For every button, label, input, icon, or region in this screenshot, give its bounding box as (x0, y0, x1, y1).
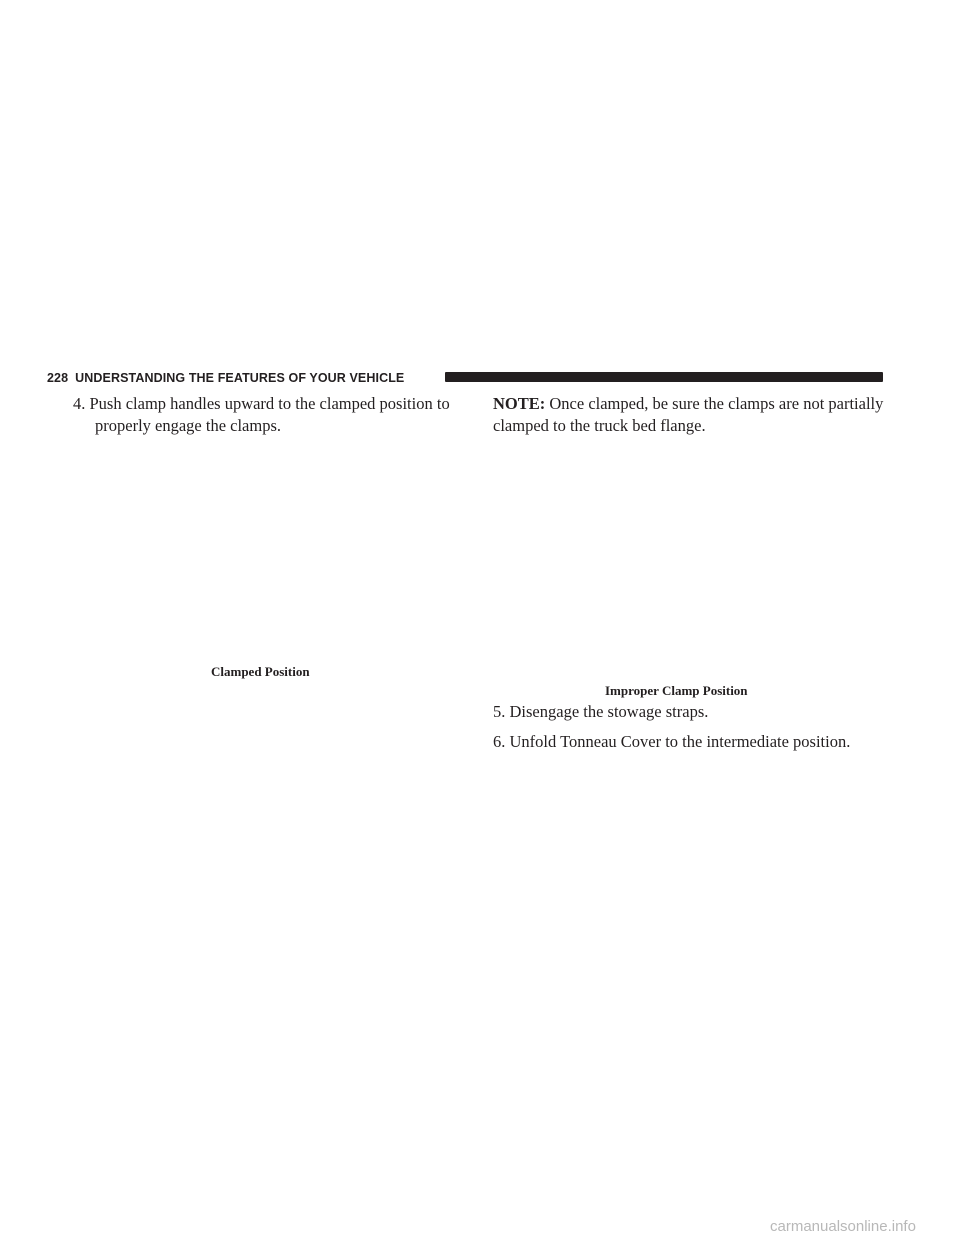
page-number: 228 (47, 371, 69, 385)
step-6: 6. Unfold Tonneau Cover to the intermediate position. (493, 732, 851, 751)
note-paragraph (493, 393, 885, 437)
note-label: NOTE: (493, 394, 546, 413)
step-5: 5. Disengage the stowage straps. (493, 702, 709, 721)
header-text (47, 370, 404, 386)
header-rule (445, 372, 883, 382)
watermark: carmanualsonline.info (770, 1218, 916, 1235)
right-column (493, 393, 885, 437)
clamped-position-caption: Clamped Position (211, 664, 310, 679)
page-header (47, 370, 883, 386)
left-column (73, 393, 465, 437)
improper-clamp-figure (493, 450, 885, 678)
improper-clamp-caption: Improper Clamp Position (605, 683, 748, 698)
section-title: UNDERSTANDING THE FEATURES OF YOUR VEHICLE (75, 371, 405, 385)
clamped-position-figure (73, 440, 465, 658)
note-text: Once clamped, be sure the clamps are not partially clamped to the truck bed flange. (493, 394, 884, 435)
step-4: 4. Push clamp handles upward to the clamped position to properly engage the clamps. (73, 394, 450, 435)
